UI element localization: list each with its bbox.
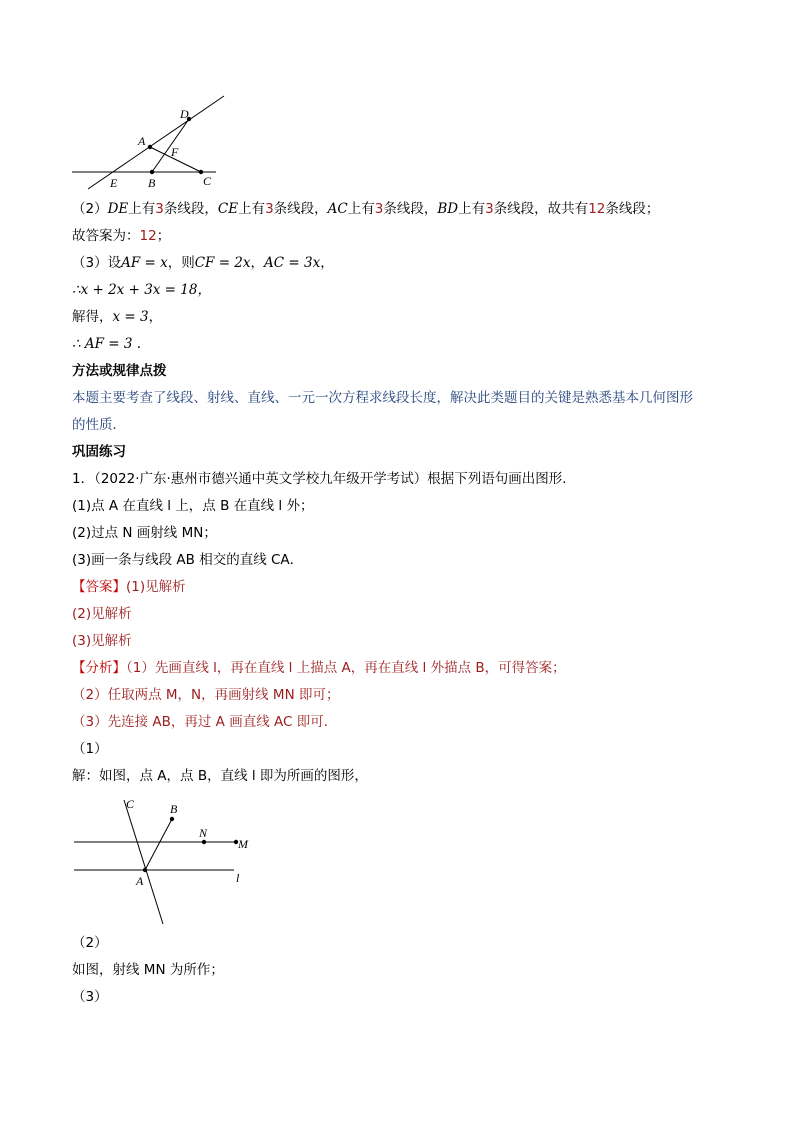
label-e: E — [110, 176, 118, 190]
solution-3-line: （3）设AF = x，则CF = 2x，AC = 3x， — [72, 255, 334, 271]
solution-2-text: 如图，射线 MN 为所作； — [72, 962, 224, 978]
answer-tag: 【答案】 — [72, 579, 126, 595]
analysis-2-line: （2）任取两点 M，N，再画射线 MN 即可； — [72, 687, 340, 703]
part-1-label: （1） — [72, 741, 108, 757]
label-c: C — [203, 174, 212, 188]
geometry-figure-1 — [66, 92, 236, 192]
point-b — [150, 170, 154, 174]
solution-2-line: （2）DE上有3条线段，CE上有3条线段，AC上有3条线段，BD上有3条线段，故共有12条线段； — [72, 201, 660, 217]
answer-1-line: 【答案】(1)见解析 — [72, 579, 186, 595]
label-n: N — [199, 826, 208, 840]
geometry-figure-2 — [66, 792, 266, 928]
segment-ab — [145, 819, 172, 870]
label-a: A — [138, 134, 146, 148]
method-title: 方法或规律点拨 — [72, 363, 167, 379]
question-2: (2)过点 N 画射线 MN； — [72, 525, 217, 541]
label-f: F — [171, 145, 179, 159]
practice-title: 巩固练习 — [72, 444, 126, 460]
answer-line: 故答案为：12； — [72, 228, 171, 244]
label-m: M — [238, 837, 248, 851]
analysis-3-line: （3）先连接 AB，再过 A 画直线 AC 即可． — [72, 714, 338, 730]
solution-1-text: 解：如图，点 A，点 B，直线 l 即为所画的图形， — [72, 768, 368, 784]
line-ca — [124, 800, 163, 924]
label-a: A — [136, 874, 144, 888]
label-b: B — [170, 802, 178, 816]
analysis-1-line: 【分析】（1）先画直线 l，再在直线 l 上描点 A，再在直线 l 外描点 B，可得答案； — [72, 660, 566, 676]
label-d: D — [180, 107, 189, 121]
point-a — [143, 868, 147, 872]
point-n — [202, 840, 206, 844]
part-3-label: （3） — [72, 989, 108, 1005]
label-c: C — [126, 797, 135, 811]
question-1: (1)点 A 在直线 l 上，点 B 在直线 l 外； — [72, 498, 314, 514]
solve-line: 解得，x = 3， — [72, 309, 163, 325]
label-b: B — [148, 176, 156, 190]
answer-2-line: (2)见解析 — [72, 606, 132, 622]
analysis-tag: 【分析】 — [72, 660, 126, 676]
answer-3-line: (3)见解析 — [72, 633, 132, 649]
point-b — [170, 817, 174, 821]
result-line: ∴ AF = 3 . — [72, 336, 142, 352]
question-header: 1．（2022·广东·惠州市德兴通中英文学校九年级开学考试）根据下列语句画出图形． — [72, 471, 576, 487]
part-2-label: （2） — [72, 935, 108, 951]
label-l: l — [236, 871, 240, 885]
question-3: (3)画一条与线段 AB 相交的直线 CA． — [72, 552, 304, 568]
method-text-1: 本题主要考查了线段、射线、直线、一元一次方程求线段长度，解决此类题目的关键是熟悉基本几何图形 — [72, 390, 693, 406]
equation-line: ∴x + 2x + 3x = 18， — [72, 282, 211, 298]
method-text-2: 的性质． — [72, 417, 126, 433]
point-a — [148, 145, 152, 149]
